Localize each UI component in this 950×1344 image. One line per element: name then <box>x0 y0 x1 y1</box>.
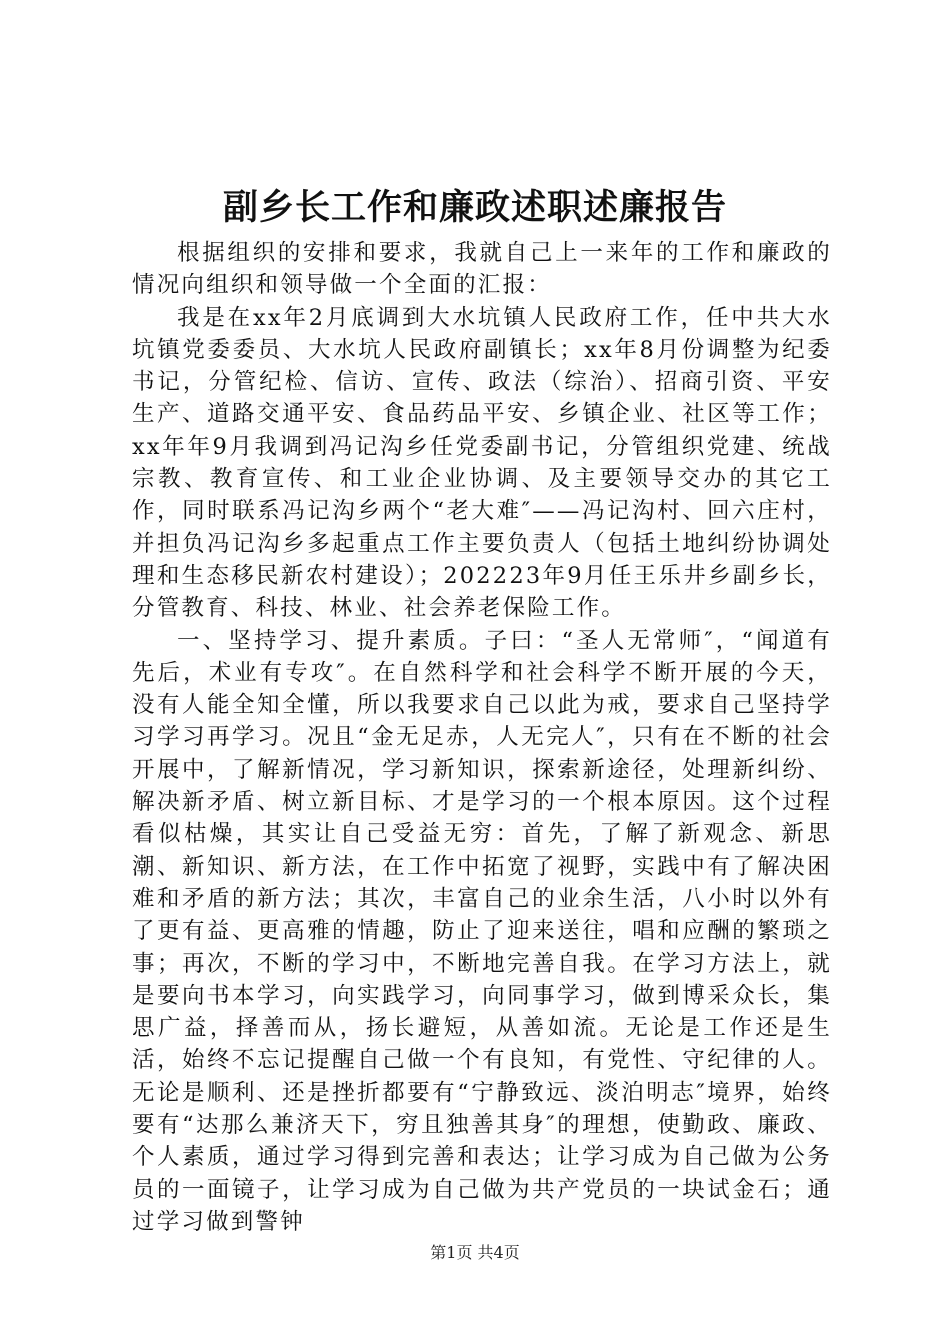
paragraph-study: 一、坚持学习、提升素质。子曰：“圣人无常师″，“闻道有先后，术业有专攻″。在自然科学和社会科学不断开展的今天，没有人能全知全懂，所以我要求自己以此为戒，要求自己坚持学习学习再学习。况且“金无足赤，人无完人″，只有在不断的社会开展中，了解新情况，学习新知识，探索新途径，处理新纠纷、解决新矛盾、树立新目标、才是学习的一个根本原因。这个过程看似枯燥，其实让自己受益无穷：首先，了解了新观念、新思潮、新知识、新方法，在工作中拓宽了视野，实践中有了解决困难和矛盾的新方法；其次，丰富自己的业余生活，八小时以外有了更有益、更高雅的情趣，防止了迎来送往，唱和应酬的繁琐之事；再次，不断的学习中，不断地完善自我。在学习方法上，就是要向书本学习，向实践学习，向同事学习，做到博采众长，集思广益，择善而从，扬长避短，从善如流。无论是工作还是生活，始终不忘记提醒自己做一个有良知，有党性、守纪律的人。无论是顺利、还是挫折都要有“宁静致远、淡泊明志″境界，始终要有“达那么兼济天下，穷且独善其身″的理想，使勤政、廉政、个人素质，通过学习得到完善和表达；让学习成为自己做为公务员的一面镜子，让学习成为自己做为共产党员的一块试金石；通过学习做到警钟 <box>132 627 832 1235</box>
paragraph-career: 我是在xx年2月底调到大水坑镇人民政府工作，任中共大水坑镇党委委员、大水坑人民政府副镇长；xx年8月份调整为纪委书记，分管纪检、信访、宣传、政法（综治）、招商引资、平安生产、道路交通平安、食品药品平安、乡镇企业、社区等工作；xx年年9月我调到冯记沟乡任党委副书记，分管组织党建、统战宗教、教育宣传、和工业企业协调、及主要领导交办的其它工作，同时联系冯记沟乡两个“老大难″——冯记沟村、回六庄村，并担负冯记沟乡多起重点工作主要负责人（包括土地纠纷协调处理和生态移民新农村建设）；202223年9月任王乐井乡副乡长，分管教育、科技、林业、社会养老保险工作。 <box>132 304 832 622</box>
paragraph-intro: 根据组织的安排和要求，我就自己上一来年的工作和廉政的情况向组织和领导做一个全面的汇报： <box>132 240 832 299</box>
document-title: 副乡长工作和廉政述职述廉报告 <box>222 187 727 228</box>
page-number-footer: 第1页 共4页 <box>430 1243 520 1262</box>
document-body <box>132 237 832 1238</box>
